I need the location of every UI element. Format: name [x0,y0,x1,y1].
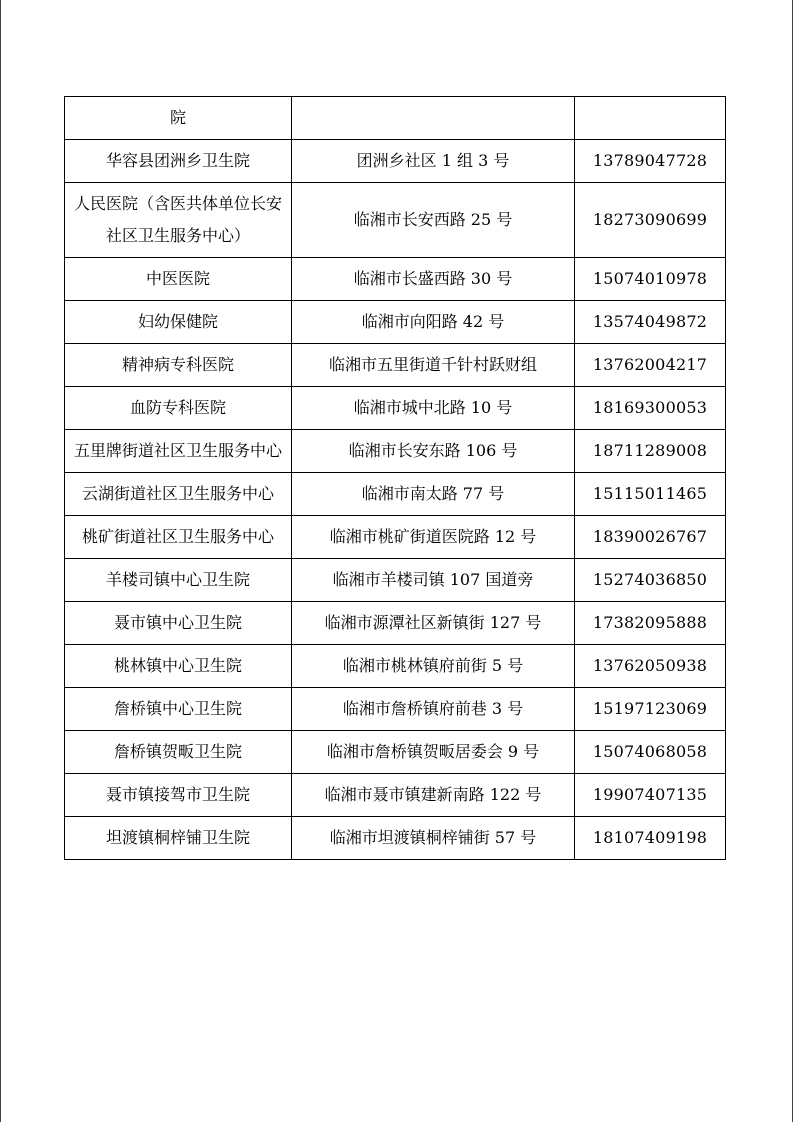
table-row [65,731,726,774]
hospital-name-cell: 羊楼司镇中心卫生院 [65,559,292,602]
phone-cell: 13762050938 [575,645,726,688]
address-cell: 临湘市聂市镇建新南路 122 号 [292,774,575,817]
phone-cell: 18169300053 [575,387,726,430]
address-cell: 团洲乡社区 1 组 3 号 [292,140,575,183]
phone-cell: 15074010978 [575,258,726,301]
phone-cell: 13762004217 [575,344,726,387]
hospital-name-cell: 中医医院 [65,258,292,301]
hospital-name-cell: 精神病专科医院 [65,344,292,387]
table-row [65,559,726,602]
address-cell: 临湘市长安东路 106 号 [292,430,575,473]
page-edge-left [0,0,1,1122]
table-row [65,183,726,258]
phone-cell: 18711289008 [575,430,726,473]
table-body [65,97,726,860]
address-cell: 临湘市南太路 77 号 [292,473,575,516]
phone-cell: 18273090699 [575,183,726,258]
table-row [65,645,726,688]
address-cell: 临湘市源潭社区新镇街 127 号 [292,602,575,645]
table-row [65,301,726,344]
address-cell: 临湘市向阳路 42 号 [292,301,575,344]
table-row [65,258,726,301]
phone-cell: 18107409198 [575,817,726,860]
hospital-name-cell: 院 [65,97,292,140]
phone-cell: 15274036850 [575,559,726,602]
table-row [65,97,726,140]
hospital-name-cell: 人民医院（含医共体单位长安社区卫生服务中心） [65,183,292,258]
phone-cell: 15197123069 [575,688,726,731]
table-row [65,140,726,183]
hospital-name-cell: 聂市镇接驾市卫生院 [65,774,292,817]
address-cell: 临湘市詹桥镇府前巷 3 号 [292,688,575,731]
table-row [65,774,726,817]
address-cell: 临湘市羊楼司镇 107 国道旁 [292,559,575,602]
address-cell: 临湘市桃林镇府前街 5 号 [292,645,575,688]
phone-cell: 19907407135 [575,774,726,817]
hospital-name-cell: 詹桥镇贺畈卫生院 [65,731,292,774]
hospital-name-cell: 华容县团洲乡卫生院 [65,140,292,183]
address-cell: 临湘市坦渡镇桐梓铺街 57 号 [292,817,575,860]
hospital-name-cell: 云湖街道社区卫生服务中心 [65,473,292,516]
hospital-name-cell: 妇幼保健院 [65,301,292,344]
phone-cell [575,97,726,140]
hospital-name-cell: 聂市镇中心卫生院 [65,602,292,645]
hospital-name-cell: 坦渡镇桐梓铺卫生院 [65,817,292,860]
phone-cell: 13789047728 [575,140,726,183]
table-row [65,516,726,559]
address-cell: 临湘市长安西路 25 号 [292,183,575,258]
hospital-name-cell: 詹桥镇中心卫生院 [65,688,292,731]
hospital-name-cell: 桃矿街道社区卫生服务中心 [65,516,292,559]
table-row [65,817,726,860]
hospital-name-cell: 血防专科医院 [65,387,292,430]
address-cell [292,97,575,140]
phone-cell: 13574049872 [575,301,726,344]
table-row [65,387,726,430]
address-cell: 临湘市五里街道千针村跃财组 [292,344,575,387]
hospital-name-cell: 桃林镇中心卫生院 [65,645,292,688]
phone-cell: 17382095888 [575,602,726,645]
table-row [65,473,726,516]
phone-cell: 15115011465 [575,473,726,516]
address-cell: 临湘市詹桥镇贺畈居委会 9 号 [292,731,575,774]
hospital-contact-table [64,96,726,860]
table-row [65,344,726,387]
hospital-name-cell: 五里牌街道社区卫生服务中心 [65,430,292,473]
table-row [65,602,726,645]
address-cell: 临湘市城中北路 10 号 [292,387,575,430]
address-cell: 临湘市桃矿街道医院路 12 号 [292,516,575,559]
table-row [65,430,726,473]
address-cell: 临湘市长盛西路 30 号 [292,258,575,301]
phone-cell: 15074068058 [575,731,726,774]
phone-cell: 18390026767 [575,516,726,559]
table-row [65,688,726,731]
